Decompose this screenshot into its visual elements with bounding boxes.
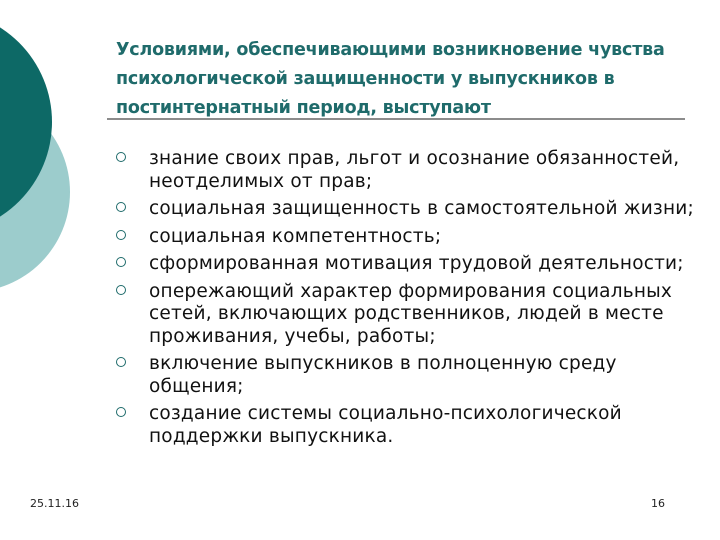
bullet-item: [116, 226, 696, 249]
bullet-text: включение выпускников в полноценную среду общения;: [149, 353, 617, 397]
circle-bullet-icon: [116, 257, 126, 267]
bullet-text: знание своих прав, льгот и осознание обязанностей, неотделимых от прав;: [149, 148, 680, 192]
bullet-text: создание системы социально-психологической поддержки выпускника.: [149, 403, 622, 447]
slide-title: Условиями, обеспечивающими возникновение чувства психологической защищенности у выпускников в постинтернатный период, выступают: [116, 40, 665, 118]
bullet-text: социальная компетентность;: [149, 225, 442, 247]
circle-bullet-icon: [116, 357, 126, 367]
bullet-item: [116, 353, 696, 398]
bullet-item: [116, 148, 696, 193]
bullet-item: [116, 253, 696, 276]
bullet-item: [116, 403, 696, 448]
bullet-item: [116, 198, 696, 221]
page-number: 16: [651, 497, 665, 510]
title-divider: [107, 118, 685, 120]
bullet-text: сформированная мотивация трудовой деятельности;: [149, 253, 684, 274]
footer-date: 25.11.16: [30, 497, 79, 510]
circle-bullet-icon: [116, 152, 126, 162]
bullet-list: [116, 148, 696, 453]
bullet-item: [116, 281, 696, 349]
circle-bullet-icon: [116, 230, 126, 240]
bullet-text: социальная защищенность в самостоятельной жизни;: [149, 198, 694, 219]
circle-bullet-icon: [116, 407, 126, 417]
bullet-text: опережающий характер формирования социальных сетей, включающих родственников, людей в месте проживания, учебы, работы;: [149, 280, 673, 347]
circle-bullet-icon: [116, 202, 126, 212]
decorative-circles: [0, 0, 90, 300]
circle-bullet-icon: [116, 285, 126, 295]
